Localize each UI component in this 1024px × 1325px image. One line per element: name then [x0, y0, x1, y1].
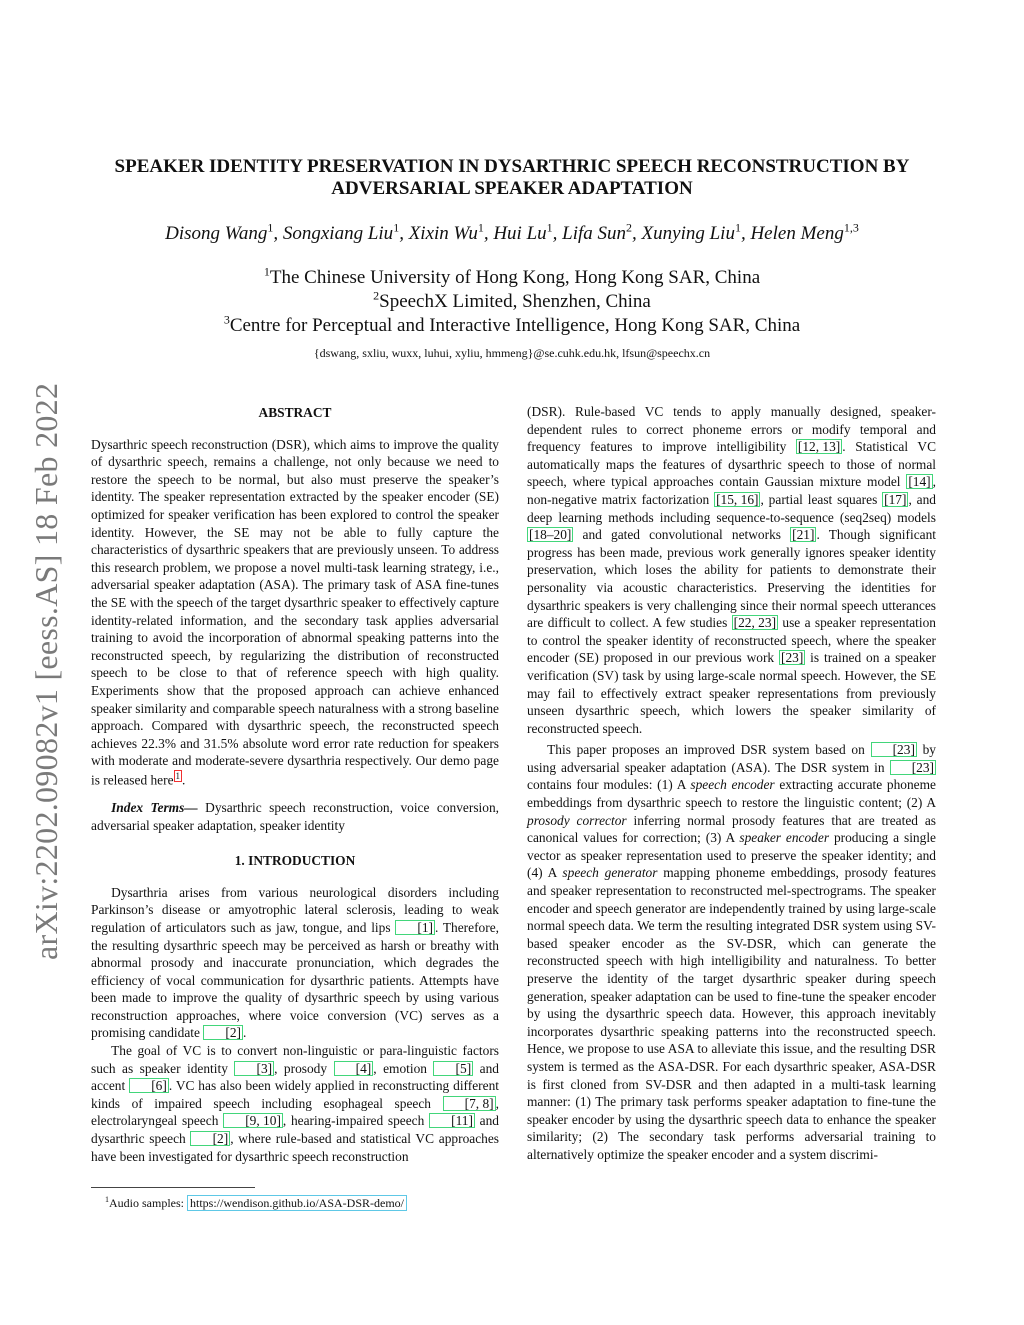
text-run: mapping phoneme embeddings, prosody features and speaker representation to reconstructed mel-spectrograms. The speaker encoder and speech generator are independently trained by using large-scale normal speech data. We term the resulting integrated DSR system using SV-based speaker encoder as the SV-DSR, which can generate the reconstructed speech with high intelligibility and naturalness. To better preserve the identity of the target dysarthric speaker during speech generation, speaker adaptation can be used to fine-tune the speaker encoder by using the dysarthric speech data. However, this approach inevitably incorporates dysarthric speaking patterns into the reconstructed speech. Hence, we propose to use ASA to alleviate this issue, and the resulting DSR system is termed as the ASA-DSR. For each dysarthric speaker, ASA-DSR is first cloned from SV-DSR and then adapted in a multi-task learning manner: (1) The primary task performs speaker adaptation to fine-tune the speaker encoder by using the dysarthric speech data to enhance the speaker similarity; (2) The secondary task performs adversarial training to alternatively optimize the speaker encoder and a system discrimi- [527, 865, 936, 1162]
text-run: , prosody [274, 1060, 334, 1076]
footnote-link-1[interactable]: 1 [175, 770, 181, 781]
affiliation-1: $^1$The Chinese University of Hong Kong, Hong Kong SAR, China [263, 264, 761, 288]
text-run: is trained on a speaker verification (SV) task by using large-scale normal speech. However, the SE may fail to effectively extract speaker representations from previously unseen dysarthric speech, which lowers the speaker similarity of reconstructed speech. [527, 650, 936, 736]
abstract-heading: ABSTRACT [258, 405, 332, 420]
text-run: . VC has also been widely applied in reconstructing different kinds of impaired speech including esophageal speech [91, 1078, 499, 1111]
citation-link[interactable]: [23] [781, 650, 804, 666]
citation-link[interactable]: [3] [234, 1061, 274, 1076]
text-run: , and deep learning methods including sequence-to-sequence (seq2seq) models [527, 491, 937, 525]
footnote-divider [91, 1187, 255, 1188]
citation-link[interactable]: [1] [395, 920, 435, 935]
citation-link[interactable]: [17] [884, 491, 907, 507]
author: Lifa Sun$^2$ [562, 220, 633, 244]
citation-link[interactable]: [5] [433, 1061, 473, 1076]
intro-paragraph-3 [527, 741, 936, 1163]
arxiv-identifier: arXiv:2202.09082v1 [eess.AS] 18 Feb 2022 [28, 382, 64, 960]
introduction-heading: 1. INTRODUCTION [234, 853, 356, 869]
right-column [527, 403, 936, 1164]
text-run: producing a single vector as speaker representation used to preserve the speaker identity; and (4) A [527, 830, 936, 881]
author: Hui Lu$^1$ [493, 220, 553, 244]
author-emails: {dswang, sxliu, wuxx, luhui, xyliu, hmmeng}@se.cuhk.edu.hk, lfsun@speechx.cn [313, 346, 711, 360]
citation-link[interactable]: [2] [203, 1025, 243, 1040]
text-run: , where rule-based and statistical VC approaches have been investigated for dysarthric speech reconstruction [91, 1131, 500, 1164]
intro-paragraph-2-continued [527, 403, 936, 737]
citation-link[interactable]: [4] [334, 1061, 374, 1076]
author: Songxiang Liu$^1$ [282, 220, 400, 244]
text-run: and accent [91, 1060, 499, 1094]
text-run: , partial least squares [760, 491, 883, 507]
text-run: by using adversarial speaker adaptation (ASA). The DSR system in [527, 742, 936, 775]
index-terms: Index Terms— Dysarthric speech reconstruction, voice conversion, adversarial speaker adaptation, speaker identity [91, 799, 500, 833]
citation-link[interactable]: [11] [429, 1113, 475, 1128]
text-run: , emotion [373, 1060, 434, 1076]
footnote: $^1$Audio samples: https://wendison.github.io/ASA-DSR-demo/ [105, 1192, 407, 1211]
text-run: inferring normal prosody features that are treated as canonical values for correction; (3) A [527, 812, 937, 846]
intro-paragraph-1 [91, 884, 499, 1042]
emphasized-term: prosody corrector [527, 812, 627, 828]
text-run: This paper proposes an improved DSR system based on [547, 742, 871, 758]
paper-title [80, 156, 944, 200]
author: Helen Meng$^{1,3}$ [750, 220, 859, 244]
text-run: use a speaker representation to control the speaker identity of reconstructed speech, where the speaker encoder (SE) proposed in our previous work [527, 615, 936, 666]
emphasized-term: speech encoder [690, 777, 775, 793]
citation-link[interactable]: [14] [908, 474, 931, 490]
citation-link[interactable]: [2] [190, 1131, 230, 1146]
title-line-1: SPEAKER IDENTITY PRESERVATION IN DYSARTHRIC SPEECH RECONSTRUCTION BY [114, 156, 910, 177]
left-column [91, 404, 499, 1165]
author-list: Disong Wang$^1$, Songxiang Liu$^1$, Xixin Wu$^1$, Hui Lu$^1$, Lifa Sun$^2$, Xunying Liu$^1$, Helen Meng$^{1,3}$ [165, 220, 859, 244]
citation-link[interactable]: [15, 16] [716, 491, 759, 507]
citation-link[interactable]: [12, 13] [797, 439, 841, 455]
abstract-text: Dysarthric speech reconstruction (DSR), which aims to improve the quality of dysarthric speech, remains a challenge, not only because we need to restore the speech to be normal, but also must preserve the speaker’s identity. The speaker representation extracted by the speaker encoder (SE) optimized for speaker verification has been explored to control the speaker identity. However, the SE may not be able to fully capture the characteristics of dysarthric speakers that are previously unseen. To address this research problem, we propose a novel multi-task learning strategy, i.e., adversarial speaker adaptation (ASA). The primary task of ASA fine-tunes the SE with the speech of the target dysarthric speaker to effectively capture identity-related information, and the secondary task applies adversarial training to avoid the incorporation of abnormal speaking patterns into the reconstructed speech, by regularizing the distribution of reconstructed speech to be close to that of reference speech with high quality. Experiments show that the proposed approach can achieve enhanced speaker similarity and comparable speech naturalness with a strong baseline approach. Compared with dysarthric speech, the reconstructed speech achieves 22.3% and 31.5% absolute word error rate reduction for speakers with moderate and moderate-severe dysarthria respectively. Our demo page is released here 1 . [91, 436, 499, 788]
affiliation-3: $^3$Centre for Perceptual and Interactive Intelligence, Hong Kong SAR, China [223, 312, 801, 336]
author: Xixin Wu$^1$ [408, 220, 484, 244]
text-run: . [243, 1025, 247, 1041]
citation-link[interactable]: [9, 10] [223, 1113, 283, 1128]
citation-link[interactable]: [18–20] [529, 527, 572, 543]
text-run: , electrolaryngeal speech [91, 1095, 499, 1129]
text-run: . Therefore, the resulting dysarthric speech may be perceived as harsh or breathy with abnormal prosody and inaccurate pronunciation, which degrades the efficiency of vocal communication for dysarthric patients. Attempts have been made to improve the quality of dysarthric speech by using various reconstruction approaches, where voice conversion (VC) serves as a promising candidate [91, 919, 499, 1041]
affiliation-2: $^2$SpeechX Limited, Shenzhen, China [373, 288, 651, 312]
emphasized-term: speech generator [562, 865, 658, 881]
citation-link[interactable]: [6] [129, 1078, 169, 1093]
demo-link[interactable]: https://wendison.github.io/ASA-DSR-demo/ [187, 1195, 407, 1211]
citation-link[interactable]: [21] [792, 527, 815, 543]
citation-link[interactable]: [23] [871, 742, 917, 757]
text-run: , hearing-impaired speech [282, 1113, 430, 1129]
emphasized-term: speaker encoder [739, 830, 830, 846]
intro-paragraph-2 [91, 1042, 499, 1165]
citation-link[interactable]: [7, 8] [443, 1096, 496, 1111]
text-run: . Though significant progress has been made, previous work generally ignores speaker identity preservation, which loses the ability for patients to demonstrate their personality via acoustic characteristics. Preserving the identities for dysarthric speakers is very challenging since their normal speech utterances are difficult to collect. A few studies [527, 527, 937, 631]
text-run: (DSR). Rule-based VC tends to apply manually designed, speaker-dependent rules to correct phoneme errors or modify temporal and frequency features to improve intelligibility [527, 404, 936, 455]
text-run: The goal of VC is to convert non-linguistic or para-linguistic factors such as speaker identity [91, 1043, 499, 1076]
title-line-2: ADVERSARIAL SPEAKER ADAPTATION [331, 178, 693, 199]
citation-link[interactable]: [23] [890, 760, 936, 775]
text-run: , non-negative matrix factorization [527, 474, 936, 507]
text-run: . Statistical VC automatically maps the features of dysarthric speech to those of normal speech, where typical approaches contain Gaussian mixture model [527, 439, 936, 490]
text-run: and dysarthric speech [91, 1113, 500, 1147]
text-run: Dysarthria arises from various neurological disorders including Parkinson’s disease or amyotrophic lateral sclerosis, leading to weak regulation of articulators such as jaw, tongue, and lips [91, 884, 499, 935]
citation-link[interactable]: [22, 23] [733, 615, 777, 631]
author: Xunying Liu$^1$ [641, 220, 741, 244]
text-run: contains four modules: (1) A [527, 777, 691, 793]
text-run: extracting accurate phoneme embeddings from dysarthric speech to restore the linguistic content; (2) A [527, 777, 936, 811]
author: Disong Wang$^1$ [165, 220, 274, 244]
text-run: and gated convolutional networks [573, 527, 791, 543]
